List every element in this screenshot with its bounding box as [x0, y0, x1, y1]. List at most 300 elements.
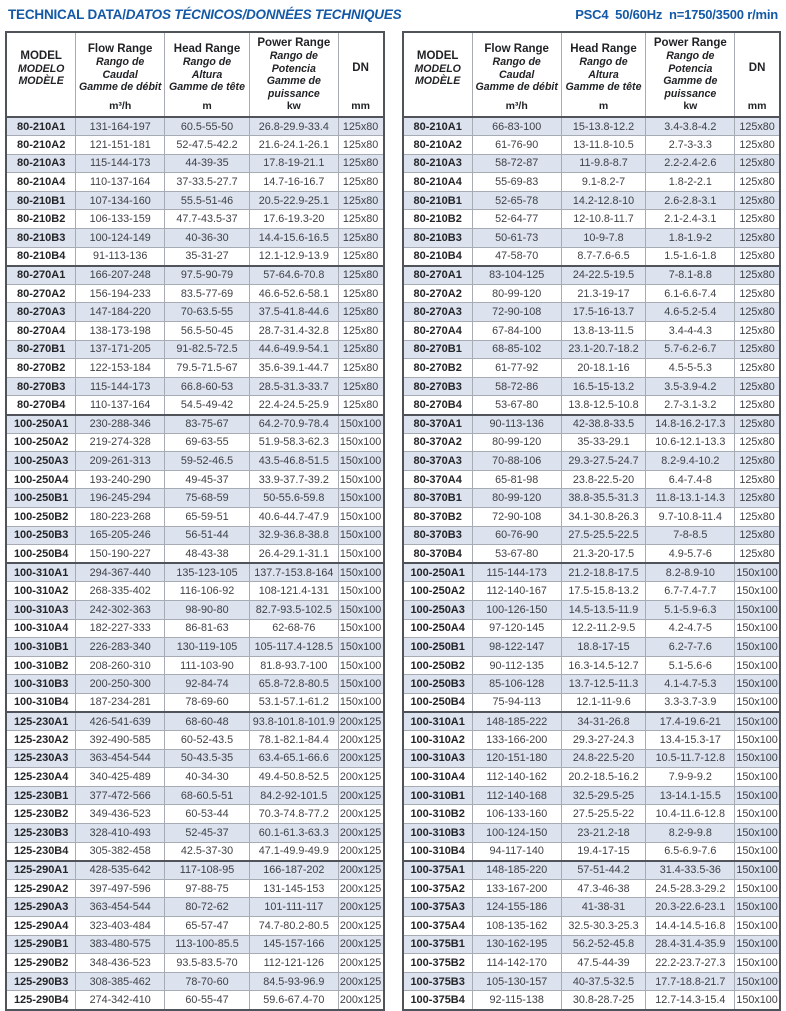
power-cell: 44.6-49.9-54.1: [249, 340, 338, 359]
table-row: [403, 433, 781, 452]
power-cell: 7-8-8.5: [646, 526, 735, 545]
col-unit-power: kw: [286, 100, 301, 112]
head-cell: 60.5-55-50: [165, 117, 250, 136]
power-cell: 3.5-3.9-4.2: [646, 377, 735, 396]
power-cell: 47.1-49.9-49.9: [249, 842, 338, 861]
dn-cell: 125x80: [735, 322, 780, 341]
head-cell: 75-68-59: [165, 489, 250, 508]
dn-cell: 150x100: [735, 991, 780, 1010]
head-cell: 29.3-27-24.3: [561, 731, 646, 750]
col-unit-flow: m³/h: [505, 100, 528, 112]
head-cell: 23.1-20.7-18.2: [561, 340, 646, 359]
model-cell: 80-370A2: [403, 433, 473, 452]
table-row: [6, 136, 384, 155]
head-cell: 23-21.2-18: [561, 824, 646, 843]
power-cell: 17.4-19.6-21: [646, 712, 735, 731]
power-cell: 28.7-31.4-32.8: [249, 322, 338, 341]
power-cell: 28.4-31.4-35.9: [646, 935, 735, 954]
table-row: [6, 284, 384, 303]
table-row: [6, 229, 384, 248]
head-cell: 97-88-75: [165, 879, 250, 898]
table-row: [403, 191, 781, 210]
model-cell: 80-270B4: [6, 396, 76, 415]
head-cell: 60-55-47: [165, 991, 250, 1010]
model-cell: 100-250B3: [403, 675, 473, 694]
table-row: [6, 489, 384, 508]
head-cell: 59-52-46.5: [165, 452, 250, 471]
model-cell: 100-375A1: [403, 861, 473, 880]
power-cell: 43.5-46.8-51.5: [249, 452, 338, 471]
power-cell: 78.1-82.1-84.4: [249, 731, 338, 750]
model-cell: 80-270A2: [6, 284, 76, 303]
model-cell: 80-370B2: [403, 507, 473, 526]
flow-cell: 294-367-440: [76, 563, 165, 582]
power-cell: 63.4-65.1-66.6: [249, 749, 338, 768]
power-cell: 108-121.4-131: [249, 582, 338, 601]
dn-cell: 125x80: [338, 229, 383, 248]
table-row: [403, 507, 781, 526]
model-cell: 125-230A4: [6, 768, 76, 787]
dn-cell: 150x100: [338, 693, 383, 712]
technical-table-left: [5, 31, 385, 1011]
flow-cell: 200-250-300: [76, 675, 165, 694]
power-cell: 60.1-61.3-63.3: [249, 824, 338, 843]
dn-cell: 200x125: [338, 749, 383, 768]
power-cell: 131-145-153: [249, 879, 338, 898]
table-row: [6, 861, 384, 880]
table-row: [403, 396, 781, 415]
model-cell: 100-250A2: [6, 433, 76, 452]
table-row: [403, 768, 781, 787]
flow-cell: 208-260-310: [76, 656, 165, 675]
dn-cell: 125x80: [735, 303, 780, 322]
dn-cell: 125x80: [735, 526, 780, 545]
flow-cell: 187-234-281: [76, 693, 165, 712]
model-cell: 100-310A3: [6, 600, 76, 619]
head-cell: 21.3-19-17: [561, 284, 646, 303]
head-cell: 13-11.8-10.5: [561, 136, 646, 155]
dn-cell: 150x100: [735, 786, 780, 805]
model-cell: 80-210B3: [6, 229, 76, 248]
head-cell: 117-108-95: [165, 861, 250, 880]
head-cell: 13.8-12.5-10.8: [561, 396, 646, 415]
flow-cell: 166-207-248: [76, 266, 165, 285]
dn-cell: 125x80: [338, 266, 383, 285]
flow-cell: 428-535-642: [76, 861, 165, 880]
table-row: [6, 656, 384, 675]
model-cell: 100-310A4: [403, 768, 473, 787]
flow-cell: 97-120-145: [472, 619, 561, 638]
flow-cell: 55-69-83: [472, 173, 561, 192]
flow-cell: 50-61-73: [472, 229, 561, 248]
power-cell: 2.7-3-3.3: [646, 136, 735, 155]
title-bar: [5, 4, 781, 31]
power-cell: 84.5-93-96.9: [249, 972, 338, 991]
model-cell: 80-370A4: [403, 470, 473, 489]
table-row: [6, 526, 384, 545]
head-cell: 70-63.5-55: [165, 303, 250, 322]
model-cell: 125-230A1: [6, 712, 76, 731]
head-cell: 47.5-44-39: [561, 954, 646, 973]
head-cell: 20.2-18.5-16.2: [561, 768, 646, 787]
flow-cell: 348-436-523: [76, 954, 165, 973]
flow-cell: 120-151-180: [472, 749, 561, 768]
head-cell: 13.7-12.5-11.3: [561, 675, 646, 694]
col-unit-dn: mm: [351, 100, 370, 112]
model-cell: 125-290A1: [6, 861, 76, 880]
power-cell: 28.5-31.3-33.7: [249, 377, 338, 396]
table-row: [403, 582, 781, 601]
table-row: [403, 340, 781, 359]
power-cell: 4.2-4.7-5: [646, 619, 735, 638]
flow-cell: 274-342-410: [76, 991, 165, 1010]
flow-cell: 122-153-184: [76, 359, 165, 378]
table-row: [6, 303, 384, 322]
power-cell: 37.5-41.8-44.6: [249, 303, 338, 322]
table-body-left: [6, 117, 384, 1010]
head-cell: 9.1-8.2-7: [561, 173, 646, 192]
dn-cell: 125x80: [735, 507, 780, 526]
dn-cell: 150x100: [735, 582, 780, 601]
head-cell: 66.8-60-53: [165, 377, 250, 396]
col-unit-head: m: [202, 100, 212, 112]
table-row: [403, 266, 781, 285]
table-row: [6, 377, 384, 396]
model-cell: 80-270A3: [403, 303, 473, 322]
model-cell: 100-250B2: [403, 656, 473, 675]
col-label-model-fr: MODÈLE: [414, 75, 461, 87]
table-row: [6, 359, 384, 378]
flow-cell: 90-112-135: [472, 656, 561, 675]
dn-cell: 200x125: [338, 917, 383, 936]
flow-cell: 98-122-147: [472, 638, 561, 657]
dn-cell: 150x100: [338, 619, 383, 638]
head-cell: 12.2-11.2-9.5: [561, 619, 646, 638]
head-cell: 93.5-83.5-70: [165, 954, 250, 973]
dn-cell: 150x100: [338, 545, 383, 564]
dn-cell: 125x80: [735, 545, 780, 564]
model-cell: 80-270B3: [6, 377, 76, 396]
model-cell: 100-250A1: [403, 563, 473, 582]
table-row: [6, 917, 384, 936]
col-label-flow-fr: Gamme de débit: [475, 81, 558, 94]
head-cell: 30.8-28.7-25: [561, 991, 646, 1010]
power-cell: 12.1-12.9-13.9: [249, 247, 338, 266]
table-row: [403, 898, 781, 917]
flow-cell: 323-403-484: [76, 917, 165, 936]
table-row: [403, 786, 781, 805]
flow-cell: 219-274-328: [76, 433, 165, 452]
power-cell: 49.4-50.8-52.5: [249, 768, 338, 787]
table-row: [6, 749, 384, 768]
flow-cell: 47-58-70: [472, 247, 561, 266]
head-cell: 40-36-30: [165, 229, 250, 248]
model-cell: 80-370A1: [403, 415, 473, 434]
flow-cell: 72-90-108: [472, 507, 561, 526]
power-cell: 2.1-2.4-3.1: [646, 210, 735, 229]
dn-cell: 150x100: [338, 638, 383, 657]
power-cell: 6.5-6.9-7.6: [646, 842, 735, 861]
dn-cell: 150x100: [735, 972, 780, 991]
power-cell: 4.9-5.7-6: [646, 545, 735, 564]
power-cell: 7-8.1-8.8: [646, 266, 735, 285]
model-cell: 125-290B1: [6, 935, 76, 954]
head-cell: 17.5-15.8-13.2: [561, 582, 646, 601]
flow-cell: 106-133-159: [76, 210, 165, 229]
flow-cell: 308-385-462: [76, 972, 165, 991]
power-cell: 6.1-6.6-7.4: [646, 284, 735, 303]
head-cell: 42.5-37-30: [165, 842, 250, 861]
head-cell: 17.5-16-13.7: [561, 303, 646, 322]
tables-container: [5, 31, 781, 1011]
model-cell: 100-250A4: [403, 619, 473, 638]
flow-cell: 108-135-162: [472, 917, 561, 936]
power-cell: 6.7-7.4-7.7: [646, 582, 735, 601]
col-label-power-fr: Gamme de puissance: [663, 75, 718, 100]
power-cell: 1.5-1.6-1.8: [646, 247, 735, 266]
table-row: [6, 210, 384, 229]
model-cell: 125-290A2: [6, 879, 76, 898]
model-cell: 80-210A2: [403, 136, 473, 155]
head-cell: 21.2-18.8-17.5: [561, 563, 646, 582]
head-cell: 56.5-50-45: [165, 322, 250, 341]
table-row: [403, 470, 781, 489]
dn-cell: 125x80: [735, 136, 780, 155]
head-cell: 47.3-46-38: [561, 879, 646, 898]
flow-cell: 80-99-120: [472, 433, 561, 452]
head-cell: 32.5-30.3-25.3: [561, 917, 646, 936]
head-cell: 97.5-90-79: [165, 266, 250, 285]
flow-cell: 53-67-80: [472, 396, 561, 415]
header-row: [403, 32, 781, 117]
model-cell: 100-310B1: [403, 786, 473, 805]
table-row: [403, 303, 781, 322]
table-row: [403, 284, 781, 303]
dn-cell: 150x100: [338, 526, 383, 545]
model-cell: 80-210A3: [6, 154, 76, 173]
col-label-head-fr: Gamme de tête: [169, 81, 245, 94]
flow-cell: 148-185-222: [472, 712, 561, 731]
dn-cell: 125x80: [735, 396, 780, 415]
flow-cell: 100-124-149: [76, 229, 165, 248]
head-cell: 20-18.1-16: [561, 359, 646, 378]
model-cell: 80-270B4: [403, 396, 473, 415]
head-cell: 35-31-27: [165, 247, 250, 266]
table-row: [403, 154, 781, 173]
table-row: [403, 675, 781, 694]
head-cell: 113-100-85.5: [165, 935, 250, 954]
model-cell: 80-270A4: [403, 322, 473, 341]
power-cell: 74.7-80.2-80.5: [249, 917, 338, 936]
flow-cell: 107-134-160: [76, 191, 165, 210]
flow-cell: 180-223-268: [76, 507, 165, 526]
head-cell: 21.3-20-17.5: [561, 545, 646, 564]
power-cell: 62-68-76: [249, 619, 338, 638]
dn-cell: 125x80: [338, 117, 383, 136]
col-header-power: [249, 32, 338, 117]
col-label-head: Head Range: [173, 43, 241, 56]
table-row: [403, 489, 781, 508]
power-cell: 1.8-2-2.1: [646, 173, 735, 192]
dn-cell: 125x80: [338, 322, 383, 341]
model-cell: 80-370B4: [403, 545, 473, 564]
dn-cell: 125x80: [735, 191, 780, 210]
head-cell: 8.7-7.6-6.5: [561, 247, 646, 266]
head-cell: 12.1-11-9.6: [561, 693, 646, 712]
table-row: [6, 582, 384, 601]
table-row: [6, 117, 384, 136]
model-cell: 100-250B3: [6, 526, 76, 545]
flow-cell: 58-72-87: [472, 154, 561, 173]
model-cell: 80-270B1: [403, 340, 473, 359]
head-cell: 40-34-30: [165, 768, 250, 787]
flow-cell: 106-133-160: [472, 805, 561, 824]
dn-cell: 150x100: [735, 749, 780, 768]
power-cell: 22.2-23.7-27.3: [646, 954, 735, 973]
table-row: [6, 824, 384, 843]
head-cell: 34-31-26.8: [561, 712, 646, 731]
power-cell: 40.6-44.7-47.9: [249, 507, 338, 526]
head-cell: 34.1-30.8-26.3: [561, 507, 646, 526]
model-cell: 125-230B3: [6, 824, 76, 843]
model-cell: 80-210B4: [6, 247, 76, 266]
flow-cell: 196-245-294: [76, 489, 165, 508]
flow-cell: 131-164-197: [76, 117, 165, 136]
col-header-dn: [735, 32, 780, 117]
dn-cell: 200x125: [338, 954, 383, 973]
head-cell: 86-81-63: [165, 619, 250, 638]
model-cell: 100-310B2: [403, 805, 473, 824]
table-row: [6, 563, 384, 582]
head-cell: 83-75-67: [165, 415, 250, 434]
model-cell: 100-250A2: [403, 582, 473, 601]
model-cell: 100-375A3: [403, 898, 473, 917]
model-cell: 100-250B4: [6, 545, 76, 564]
model-cell: 80-370A3: [403, 452, 473, 471]
head-cell: 14.2-12.8-10: [561, 191, 646, 210]
power-cell: 3.4-4-4.3: [646, 322, 735, 341]
dn-cell: 150x100: [735, 656, 780, 675]
flow-cell: 349-436-523: [76, 805, 165, 824]
power-cell: 10.5-11.7-12.8: [646, 749, 735, 768]
flow-cell: 147-184-220: [76, 303, 165, 322]
power-cell: 22.4-24.5-25.9: [249, 396, 338, 415]
col-header-model: [403, 32, 473, 117]
table-row: [6, 638, 384, 657]
power-cell: 10.6-12.1-13.3: [646, 433, 735, 452]
table-row: [403, 563, 781, 582]
model-cell: 125-290A4: [6, 917, 76, 936]
model-cell: 100-310A3: [403, 749, 473, 768]
col-label-model: MODEL: [20, 49, 62, 62]
flow-cell: 58-72-86: [472, 377, 561, 396]
dn-cell: 150x100: [735, 693, 780, 712]
dn-cell: 125x80: [735, 489, 780, 508]
power-cell: 17.7-18.8-21.7: [646, 972, 735, 991]
power-cell: 35.6-39.1-44.7: [249, 359, 338, 378]
dn-cell: 150x100: [735, 675, 780, 694]
table-row: [6, 340, 384, 359]
flow-cell: 52-65-78: [472, 191, 561, 210]
head-cell: 42-38.8-33.5: [561, 415, 646, 434]
dn-cell: 150x100: [735, 712, 780, 731]
page-title: [8, 7, 401, 22]
power-cell: 65.8-72.8-80.5: [249, 675, 338, 694]
flow-cell: 80-99-120: [472, 284, 561, 303]
power-cell: 5.1-5.9-6.3: [646, 600, 735, 619]
head-cell: 79.5-71.5-67: [165, 359, 250, 378]
model-cell: 125-290B3: [6, 972, 76, 991]
flow-cell: 112-140-168: [472, 786, 561, 805]
technical-table-right: [402, 31, 782, 1011]
table-row: [6, 972, 384, 991]
model-cell: 100-310A1: [403, 712, 473, 731]
flow-cell: 397-497-596: [76, 879, 165, 898]
model-cell: 80-210A3: [403, 154, 473, 173]
dn-cell: 150x100: [735, 954, 780, 973]
model-cell: 125-290B4: [6, 991, 76, 1010]
flow-cell: 115-144-173: [76, 377, 165, 396]
head-cell: 18.8-17-15: [561, 638, 646, 657]
head-cell: 47.7-43.5-37: [165, 210, 250, 229]
power-cell: 32.9-36.8-38.8: [249, 526, 338, 545]
power-cell: 20.3-22.6-23.1: [646, 898, 735, 917]
power-cell: 26.4-29.1-31.1: [249, 545, 338, 564]
head-cell: 32.5-29.5-25: [561, 786, 646, 805]
head-cell: 69-63-55: [165, 433, 250, 452]
flow-cell: 110-137-164: [76, 173, 165, 192]
table-row: [6, 247, 384, 266]
model-cell: 100-250B2: [6, 507, 76, 526]
flow-cell: 112-140-162: [472, 768, 561, 787]
dn-cell: 125x80: [735, 470, 780, 489]
flow-cell: 80-99-120: [472, 489, 561, 508]
flow-cell: 83-104-125: [472, 266, 561, 285]
flow-cell: 75-94-113: [472, 693, 561, 712]
model-cell: 80-270B3: [403, 377, 473, 396]
head-cell: 57-51-44.2: [561, 861, 646, 880]
dn-cell: 150x100: [735, 935, 780, 954]
flow-cell: 193-240-290: [76, 470, 165, 489]
flow-cell: 124-155-186: [472, 898, 561, 917]
flow-cell: 115-144-173: [76, 154, 165, 173]
table-row: [403, 526, 781, 545]
flow-cell: 85-106-128: [472, 675, 561, 694]
flow-cell: 363-454-544: [76, 749, 165, 768]
model-cell: 100-375B2: [403, 954, 473, 973]
dn-cell: 200x125: [338, 935, 383, 954]
table-row: [6, 935, 384, 954]
model-cell: 80-270A3: [6, 303, 76, 322]
flow-cell: 242-302-363: [76, 600, 165, 619]
power-cell: 20.5-22.9-25.1: [249, 191, 338, 210]
col-unit-dn: mm: [747, 100, 767, 112]
flow-cell: 100-124-150: [472, 824, 561, 843]
head-cell: 16.3-14.5-12.7: [561, 656, 646, 675]
power-cell: 4.6-5.2-5.4: [646, 303, 735, 322]
head-cell: 38.8-35.5-31.3: [561, 489, 646, 508]
head-cell: 68-60-48: [165, 712, 250, 731]
head-cell: 41-38-31: [561, 898, 646, 917]
page-title-translations: DATOS TÉCNICOS/DONNÉES TECHNIQUES: [125, 7, 402, 22]
model-cell: 100-310A2: [403, 731, 473, 750]
model-cell: 100-310B2: [6, 656, 76, 675]
flow-cell: 72-90-108: [472, 303, 561, 322]
col-label-model-es: MODELO: [17, 62, 65, 75]
power-cell: 53.1-57.1-61.2: [249, 693, 338, 712]
col-label-dn: DN: [748, 62, 766, 74]
model-cell: 80-270A1: [403, 266, 473, 285]
